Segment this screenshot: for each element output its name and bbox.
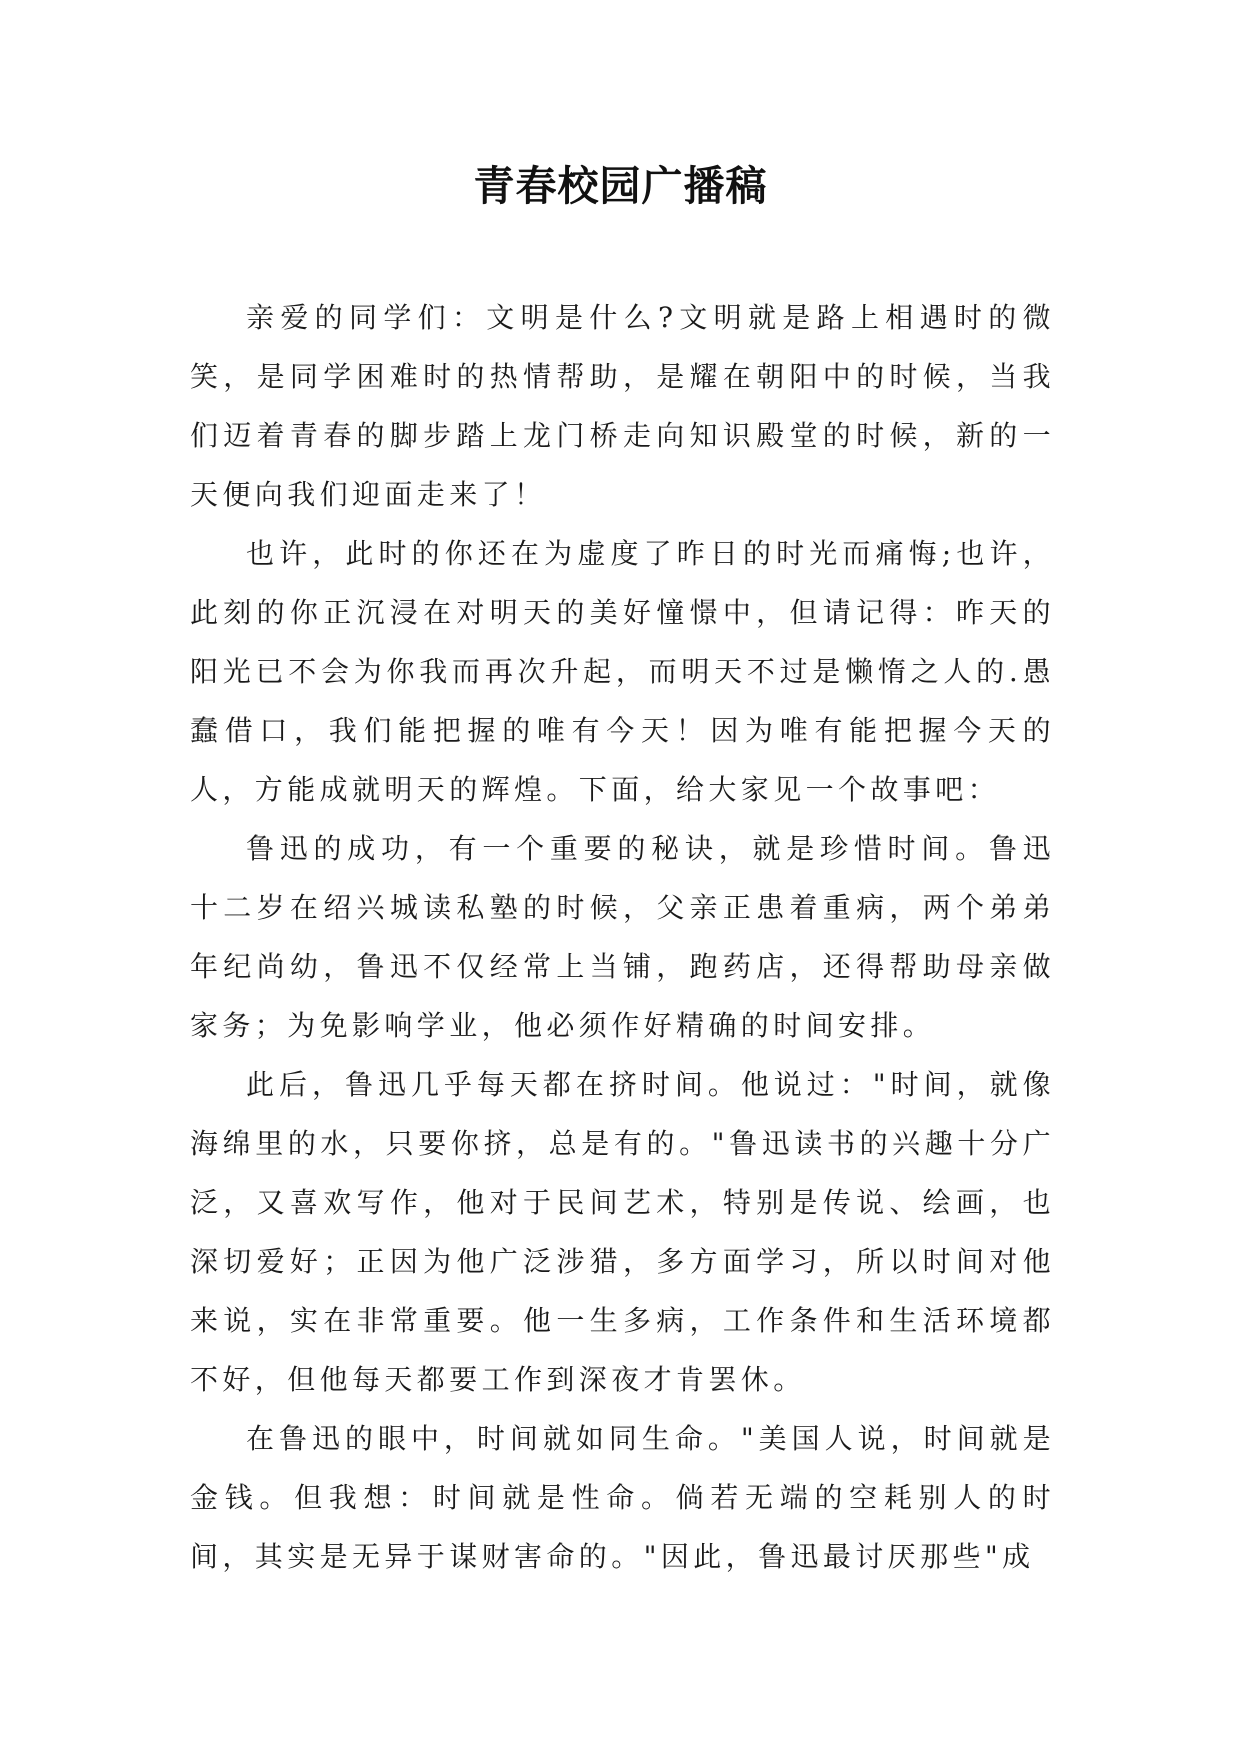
- body-paragraph: 此后，鲁迅几乎每天都在挤时间。他说过："时间，就像海绵里的水，只要你挤，总是有的。"鲁迅读书的兴趣十分广泛，又喜欢写作，他对于民间艺术，特别是传说、绘画，也深切爱好；正因为他广泛涉猎，多方面学习，所以时间对他来说，实在非常重要。他一生多病，工作条件和生活环境都不好，但他每天都要工作到深夜才肯罢休。: [190, 1068, 1055, 1396]
- document-title: 青春校园广播稿: [473, 162, 768, 210]
- body-paragraph: 鲁迅的成功，有一个重要的秘诀，就是珍惜时间。鲁迅十二岁在绍兴城读私塾的时候，父亲正患着重病，两个弟弟年纪尚幼，鲁迅不仅经常上当铺，跑药店，还得帮助母亲做家务；为免影响学业，他必须作好精确的时间安排。: [190, 832, 1055, 1042]
- body-paragraph: 在鲁迅的眼中，时间就如同生命。"美国人说，时间就是金钱。但我想：时间就是性命。倘若无端的空耗别人的时间，其实是无异于谋财害命的。"因此，鲁迅最讨厌那些"成: [190, 1422, 1055, 1573]
- document-body: [190, 288, 1055, 1586]
- body-paragraph: 亲爱的同学们：文明是什么?文明就是路上相遇时的微笑，是同学困难时的热情帮助，是耀在朝阳中的时候，当我们迈着青春的脚步踏上龙门桥走向知识殿堂的时候，新的一天便向我们迎面走来了！: [190, 301, 1055, 511]
- body-paragraph: 也许，此时的你还在为虚度了昨日的时光而痛悔;也许，此刻的你正沉浸在对明天的美好憧憬中，但请记得：昨天的阳光已不会为你我而再次升起，而明天不过是懒惰之人的.愚蠢借口，我们能把握的唯有今天！因为唯有能把握今天的人，方能成就明天的辉煌。下面，给大家见一个故事吧：: [190, 537, 1055, 806]
